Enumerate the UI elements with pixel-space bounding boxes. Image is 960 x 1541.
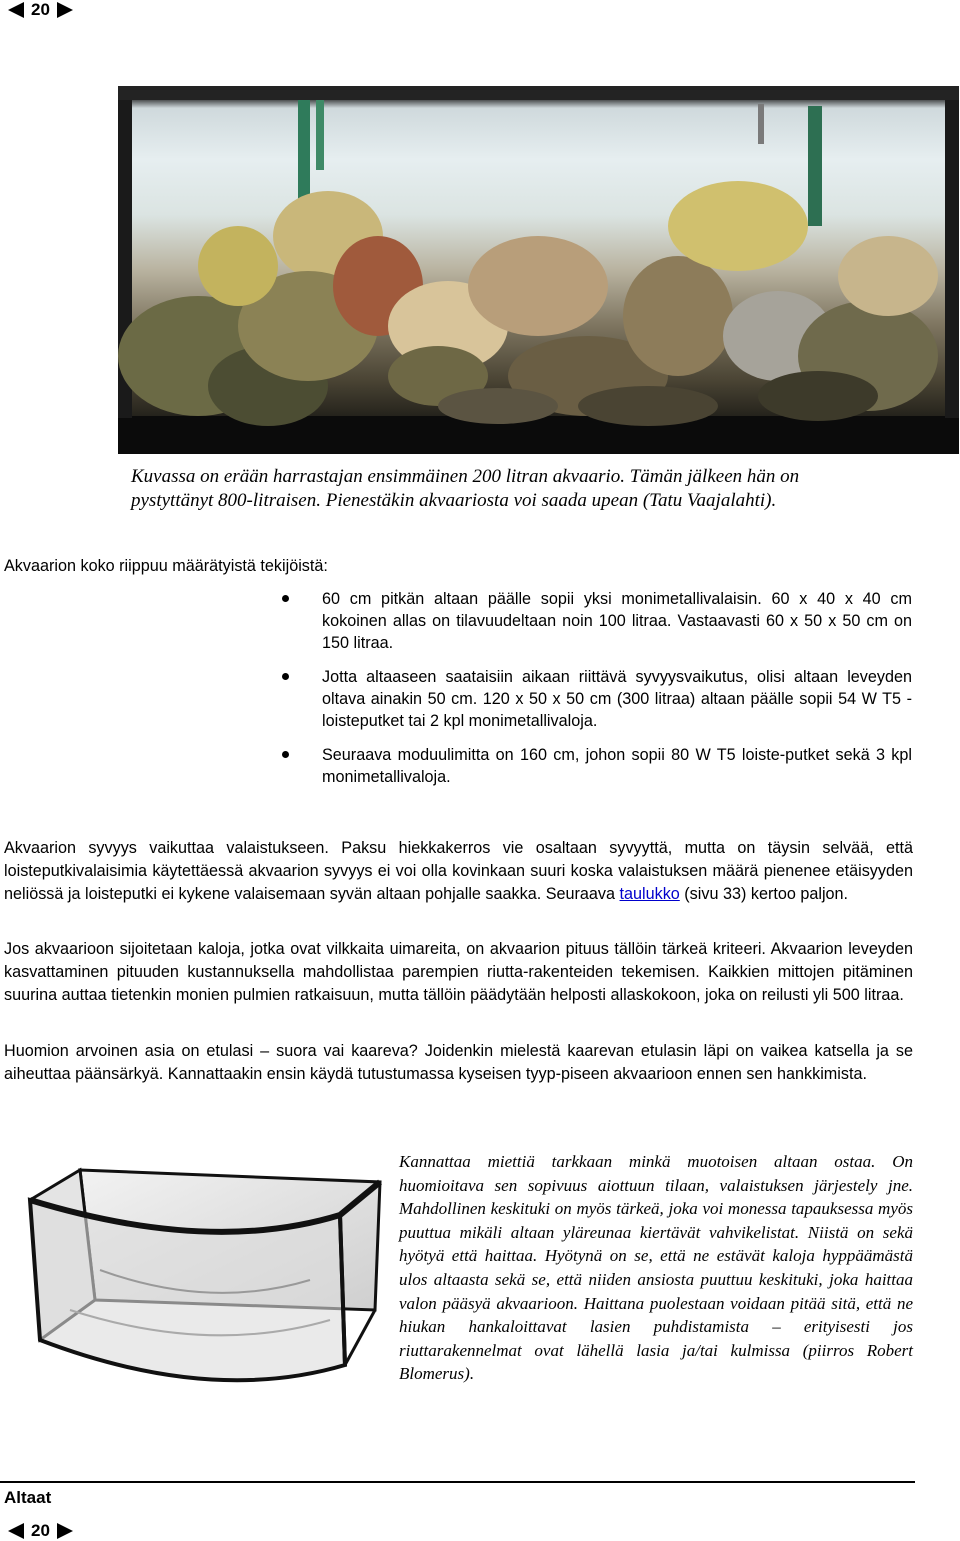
bullet-icon: [282, 673, 289, 680]
section-title: Altaat: [4, 1488, 52, 1507]
list-item-text: Seuraava moduulimitta on 160 cm, johon sopii 80 W T5 loiste-putket sekä 3 kpl monimetallivaloja.: [322, 746, 912, 786]
list-item: [282, 588, 912, 654]
footer-divider: [0, 1481, 915, 1483]
depth-paragraph: [4, 837, 913, 906]
list-item: [282, 744, 912, 788]
page-number: 20: [31, 0, 50, 19]
next-page-arrow-icon[interactable]: [57, 1523, 73, 1539]
table-link[interactable]: taulukko: [619, 885, 680, 903]
fish-paragraph: Jos akvaarioon sijoitetaan kaloja, jotka ovat vilkkaita uimareita, on akvaarion pituus tällöin tärkeä kriteeri. Akvaarion leveyden kasvattaminen pituuden kustannuksella mahdollistaa parempien riutta-rakenteiden tekemisen. Kaikkien mittojen pitäminen suurina auttaa tietenkin monien pulmien ratkaisuun, mutta tällöin päädytään helposti allaskokoon, joka on reilusti yli 500 litraa.: [4, 940, 913, 1004]
reef-illustration: [118, 86, 959, 454]
curved-tank-illustration: [10, 1160, 384, 1415]
aquarium-photo: [118, 86, 959, 454]
intro-text: Akvaarion koko riippuu määrätyistä tekijöistä:: [4, 557, 328, 575]
size-factors-list: [282, 588, 912, 800]
curved-aquarium-drawing: [10, 1160, 384, 1415]
depth-paragraph-text-end: (sivu 33) kertoo paljon.: [679, 885, 849, 903]
next-page-arrow-icon[interactable]: [57, 2, 73, 18]
tank-shape-caption: Kannattaa miettiä tarkkaan minkä muotoisen altaan ostaa. On huomioitava sen sopivuus aiottuun tilaan, valaistuksen järjestely jne. Mahdollinen keskituki on myös tärkeä, joka voi monessa tapauksessa myös puuttua mikäli altaan yläreunaa kiertävät vahvikelistat. Niistä on sekä hyötyä että haittaa. Hyötynä on se, että ne estävät kaloja hyppäämästä ulos altaasta sekä se, että niiden ansiosta puuttuu keskituki, joka haittaa valon pääsyä akvaarioon. Haittana puolestaan voidaan pitää sitä, että ne hiukan hankaloittavat lasien puhdistamista – erityisesti jos riuttarakennelmat ovat lähellä lasia ja/tai kulmissa (piirros Robert Blomerus).: [399, 1152, 913, 1384]
page-number: 20: [31, 1521, 50, 1540]
photo-caption: [131, 465, 931, 513]
bullet-icon: [282, 751, 289, 758]
photo-caption-line-2: pystyttänyt 800-litraisen. Pienestäkin akvaariosta voi saada upean (Tatu Vaajalahti).: [131, 490, 777, 511]
bullet-icon: [282, 595, 289, 602]
list-item-text: Jotta altaaseen saataisiin aikaan riittävä syvyysvaikutus, olisi altaan leveyden oltava ainakin 50 cm. 120 x 50 x 50 cm (300 litraa) altaan päälle sopii 54 W T5 -loisteputket tai 2 kpl monimetallivaloja.: [322, 668, 912, 730]
previous-page-arrow-icon[interactable]: [8, 2, 24, 18]
photo-caption-line-1: Kuvassa on erään harrastajan ensimmäinen 200 litran akvaario. Tämän jälkeen hän on: [131, 466, 800, 487]
front-glass-paragraph: Huomion arvoinen asia on etulasi – suora vai kaareva? Joidenkin mielestä kaarevan etulasin läpi on vaikea katsella ja se aiheuttaa päänsärkyä. Kannattaakin ensin käydä tutustumassa kyseisen tyyp-piseen akvaarioon ennen sen hankkimista.: [4, 1042, 913, 1083]
depth-paragraph-text: Akvaarion syvyys vaikuttaa valaistukseen. Paksu hiekkakerros vie osaltaan syvyyttä, mutta on täysin selvää, että loisteputkivalaisimia käytettäessä akvaarion syvyys ei voi olla kovinkaan suuri koska valaistuksen määrä pienenee etäisyyden neliössä ja loisteputki ei kykene valaisemaan syvän altaan pohjalle saakka. Seuraava: [4, 839, 913, 903]
list-item-text: 60 cm pitkän altaan päälle sopii yksi monimetallivalaisin. 60 x 40 x 40 cm kokoinen allas on tilavuudeltaan noin 100 litraa. Vastaavasti 60 x 50 x 50 cm on 150 litraa.: [322, 590, 912, 652]
previous-page-arrow-icon[interactable]: [8, 1523, 24, 1539]
list-item: [282, 666, 912, 732]
top-page-nav: [8, 0, 73, 20]
bottom-page-nav: [8, 1521, 73, 1541]
